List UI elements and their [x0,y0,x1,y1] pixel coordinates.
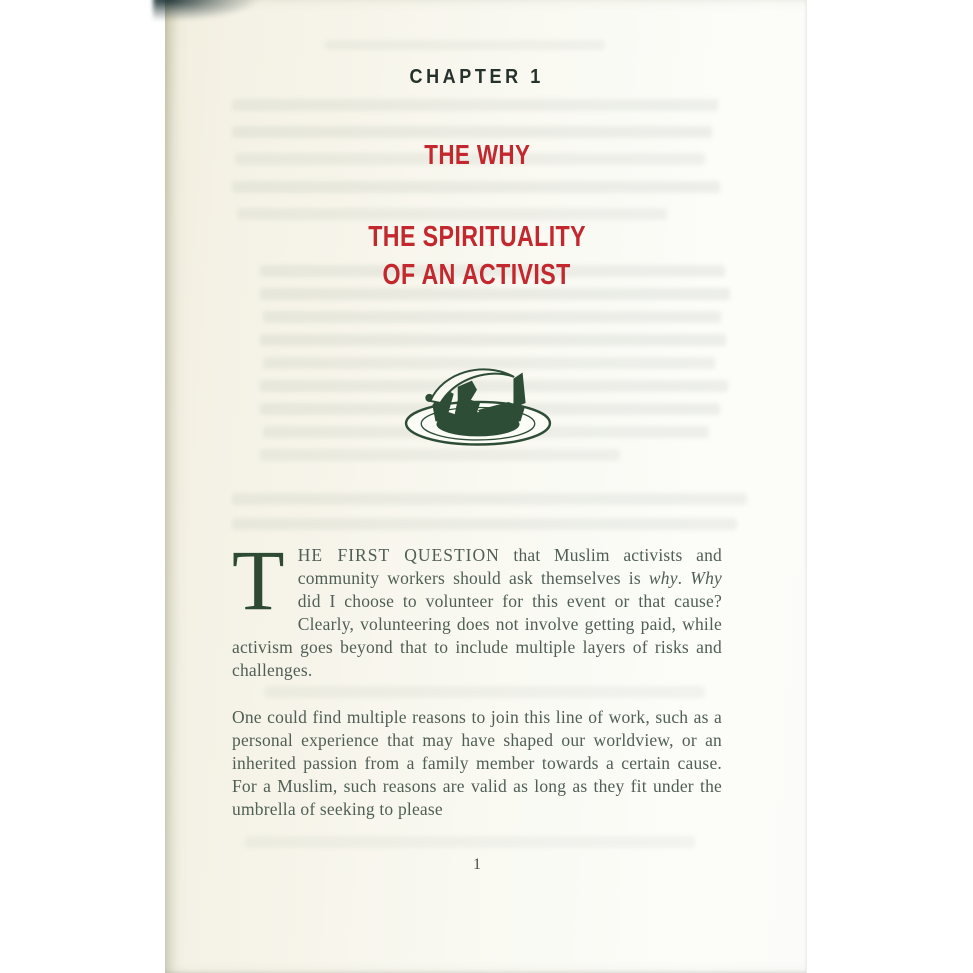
book-page [165,0,807,973]
opening-paragraph [232,532,722,682]
chapter-main-title [232,218,722,294]
chapter-kicker-title [232,139,722,171]
body-text-column [232,532,722,821]
prostration-calligraphy-emblem-icon [402,364,554,448]
opening-paragraph-text: HE FIRST QUESTION that Muslim activists and community workers should ask themselves is why. Why did I choose to volunteer for this event or that cause? Clearly, volunteering does not involve getting paid, while activism goes beyond that to include multiple layers of risks and challenges. [232,545,722,680]
kicker-text: THE WHY [423,139,531,170]
title-line-1: THE SPIRITUALITY [368,221,586,253]
second-paragraph: One could find multiple reasons to join this line of work, such as a personal experience that may have shaped our worldview, or an inherited passion from a family member towards a certain cause. For a Muslim, such reasons are valid as long as they fit under the umbrella of seeking to please [232,707,722,819]
dropcap-letter: T [232,532,285,628]
chapter-label [232,66,722,89]
title-line-2: OF AN ACTIVIST [382,259,572,291]
page-number: 1 [473,856,481,873]
page-content [165,0,806,973]
chapter-label-text: CHAPTER 1 [409,66,545,88]
